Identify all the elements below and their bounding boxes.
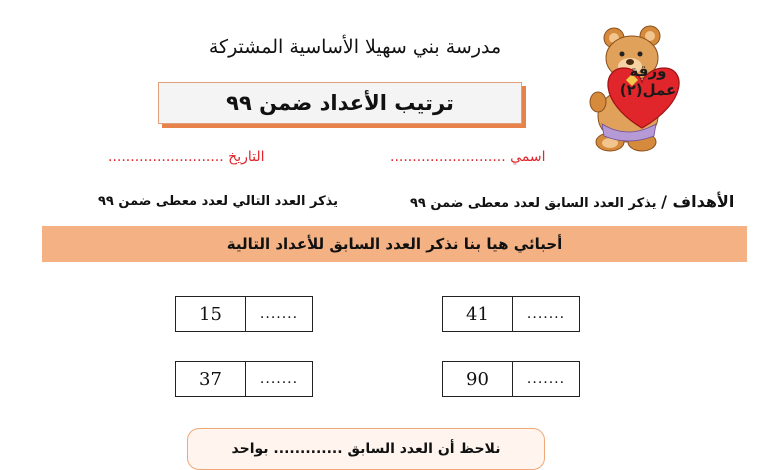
- school-name: مدرسة بني سهيلا الأساسية المشتركة: [208, 36, 502, 58]
- answer-blank[interactable]: .......: [259, 306, 299, 322]
- instruction-band: [42, 226, 747, 262]
- instruction-text: أحبائي هيا بنا نذكر العدد السابق للأعداد التالية: [226, 235, 563, 253]
- answer-blank[interactable]: .......: [526, 306, 566, 322]
- given-number: 41: [443, 297, 513, 331]
- worksheet-label-line1: ورقة: [629, 62, 667, 80]
- given-number: 90: [443, 362, 513, 396]
- date-field[interactable]: التاريخ ..........................: [108, 149, 265, 165]
- name-field[interactable]: اسمي ..........................: [390, 149, 546, 165]
- given-number: 15: [176, 297, 246, 331]
- objective-1: [410, 192, 734, 211]
- exercise-pair: [175, 296, 313, 332]
- answer-blank[interactable]: .......: [526, 371, 566, 387]
- exercise-pair: [175, 361, 313, 397]
- note-box: [187, 428, 545, 470]
- given-number: 37: [176, 362, 246, 396]
- title-text: ترتيب الأعداد ضمن ٩٩: [226, 91, 454, 115]
- objective-2: يذكر العدد التالي لعدد معطى ضمن ٩٩: [98, 194, 339, 209]
- worksheet-label: [616, 62, 680, 100]
- exercise-pair: [442, 361, 580, 397]
- note-text: نلاحظ أن العدد السابق ............. بواحد: [231, 441, 501, 457]
- worksheet-title: [158, 82, 522, 124]
- objectives-lead: الأهداف /: [661, 192, 735, 211]
- worksheet-label-line2: عمل(٢): [619, 81, 677, 99]
- answer-blank[interactable]: .......: [259, 371, 299, 387]
- exercise-pair: [442, 296, 580, 332]
- objective-1-text: يذكر العدد السابق لعدد معطى ضمن ٩٩: [410, 196, 657, 211]
